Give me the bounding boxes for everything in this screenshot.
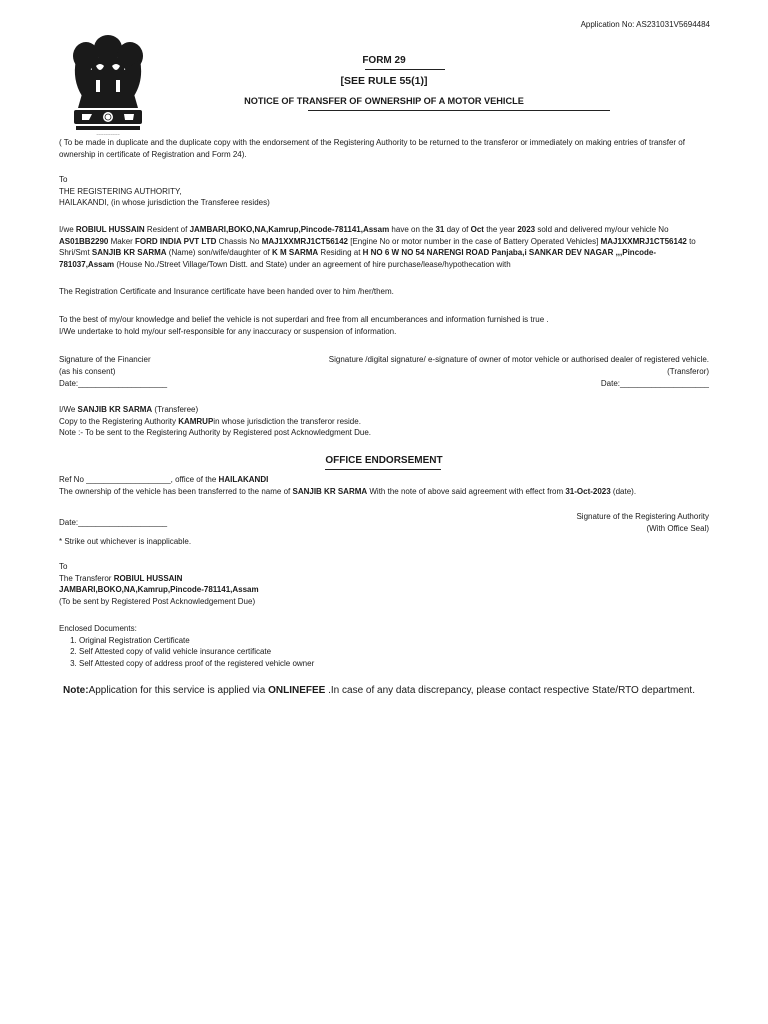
- transferor-address: JAMBARI,BOKO,NA,Kamrup,Pincode-781141,Assam: [189, 225, 390, 234]
- office-endorsement-title: OFFICE ENDORSEMENT: [325, 455, 443, 466]
- form-title: NOTICE OF TRANSFER OF OWNERSHIP OF A MOTOR VEHICLE: [244, 96, 524, 106]
- transferee-line: I/We SANJIB KR SARMA (Transferee): [59, 405, 199, 414]
- transferee-block: [59, 404, 711, 439]
- enclosed-list: [59, 635, 711, 670]
- addressee-location: HAILAKANDI, (in whose jurisdiction the Transferee resides): [59, 198, 270, 208]
- belief-block: [59, 314, 711, 337]
- date-right: Date:____________________: [600, 379, 709, 388]
- application-number: Application No: AS231031V5694484: [580, 20, 710, 29]
- form-rule: [SEE RULE 55(1)]: [340, 75, 428, 87]
- enclosed-documents: [59, 623, 711, 669]
- owner-signature-label: Signature /digital signature/ e-signature of owner of motor vehicle or authorised dealer of registered vehicle.: [328, 355, 709, 364]
- handover-text: The Registration Certificate and Insurance certificate have been handed over to him /her/them.: [59, 287, 394, 296]
- transferor-name-2: ROBIUL HUSSAIN: [113, 573, 183, 583]
- engine-number: MAJ1XXMRJ1CT56142: [600, 236, 687, 246]
- endorsement-date: Date:____________________: [59, 518, 168, 527]
- addressee-authority: THE REGISTERING AUTHORITY,: [59, 186, 182, 196]
- declaration-paragraph: I/we ROBIUL HUSSAIN Resident of JAMBARI,BOKO,NA,Kamrup,Pincode-781141,Assam have on the 31 day of Oct the year 2023 sold and delivered my/our vehicle No AS01BB2290 Maker FORD INDIA PVT LTD Chassis No MAJ1XXMRJ1CT56142 [Engine No or motor number in the case of Battery Operated Vehicles] MAJ1XXMRJ1CT56142 to Shri/Smt SANJIB KR SARMA (Name) son/wife/daughter of K M SARMA Residing at H NO 6 W NO 54 NARENGI ROAD Panjaba,i SANKAR DEV NAGAR ,,,Pincode-781037,Assam (House No./Street Village/Town Distt. and State) under an agreement of hire purchase/lease/hypothecation with: [59, 225, 696, 269]
- signature-row-2: [59, 366, 709, 378]
- relation-name: K M SARMA: [271, 248, 319, 258]
- vehicle-number: AS01BB2290: [59, 236, 109, 246]
- endorsement-underline: [325, 469, 441, 470]
- sale-month: Oct: [470, 225, 484, 234]
- transferor-address-2: JAMBARI,BOKO,NA,Kamrup,Pincode-781141,Assam: [59, 585, 259, 595]
- financier-signature-label: Signature of the Financier: [59, 355, 151, 364]
- ref-line: Ref No ___________________, office of the HAILAKANDI: [59, 475, 269, 484]
- transferor-label: (Transferor): [667, 367, 709, 376]
- authority-signature-label: Signature of the Registering Authority: [576, 512, 709, 521]
- payment-mode: ONLINEFEE: [268, 685, 326, 696]
- svg-text:~~~~~~~~~~: ~~~~~~~~~~: [96, 132, 120, 137]
- belief-line-2: I/We undertake to hold my/our self-responsible for any inaccuracy or suspension of information.: [59, 326, 397, 336]
- sale-day: 31: [435, 225, 445, 234]
- form-number-underline: [365, 69, 445, 70]
- effective-date: 31-Oct-2023: [565, 487, 611, 496]
- belief-line-1: To the best of my/our knowledge and belief the vehicle is not superdari and free from all encumberances and information furnished is true .: [59, 315, 549, 324]
- post-note: (To be sent by Registered Post Acknowledgement Due): [59, 596, 256, 606]
- office-seal-label: (With Office Seal): [646, 523, 709, 533]
- list-item: 1. Original Registration Certificate: [79, 635, 711, 647]
- to-label: To: [59, 562, 68, 571]
- to-transferor-block: [59, 561, 711, 607]
- transferee-address: H NO 6 W NO 54 NARENGI ROAD Panjaba,i SANKAR DEV NAGAR ,,,Pincode-781037,Assam: [59, 248, 657, 269]
- addressee-block: [59, 174, 711, 209]
- form-title-underline: [308, 110, 610, 111]
- office-name: HAILAKANDI: [218, 475, 269, 484]
- transfer-line: The ownership of the vehicle has been transferred to the name of SANJIB KR SARMA With the note of above said agreement with effect from 31-Oct-2023 (date).: [59, 487, 637, 496]
- transferee-name: SANJIB KR SARMA: [91, 248, 167, 258]
- intro-text: ( To be made in duplicate and the duplicate copy with the endorsement of the Registering Authority to be returned to the transferor or immediately on making entries of transfer of ownership in certificate of Registration and Form 24).: [59, 138, 685, 159]
- signature-row-3: [59, 378, 709, 390]
- date-left: Date:____________________: [59, 379, 168, 388]
- transferee-name-2: SANJIB KR SARMA: [77, 405, 153, 414]
- sale-year: 2023: [517, 225, 536, 234]
- send-note: Note :- To be sent to the Registering Authority by Registered post Acknowledgment Due.: [59, 428, 372, 438]
- form-number: FORM 29: [362, 55, 406, 66]
- copy-line: Copy to the Registering Authority KAMRUPin whose jurisdiction the transferor reside.: [59, 416, 361, 426]
- list-item: 2. Self Attested copy of valid vehicle insurance certificate: [79, 646, 711, 658]
- transferor-name: ROBIUL HUSSAIN: [75, 225, 145, 234]
- signature-row-1: [59, 354, 709, 366]
- strike-note: * Strike out whichever is inapplicable.: [59, 537, 192, 546]
- consent-label: (as his consent): [59, 367, 116, 376]
- footer-note: Note:Application for this service is applied via ONLINEFEE .In case of any data discrepancy, please contact respective State/RTO department.: [63, 685, 695, 696]
- note-label: Note:: [63, 685, 89, 696]
- transferee-name-3: SANJIB KR SARMA: [292, 487, 368, 496]
- chassis-number: MAJ1XXMRJ1CT56142: [261, 236, 348, 246]
- copy-place: KAMRUP: [178, 416, 214, 426]
- transferor-line: The Transferor ROBIUL HUSSAIN: [59, 573, 183, 583]
- addressee-to: To: [59, 175, 68, 184]
- vehicle-maker: FORD INDIA PVT LTD: [135, 236, 217, 246]
- enclosed-title: Enclosed Documents:: [59, 624, 137, 633]
- list-item: 3. Self Attested copy of address proof of the registered vehicle owner: [79, 658, 711, 670]
